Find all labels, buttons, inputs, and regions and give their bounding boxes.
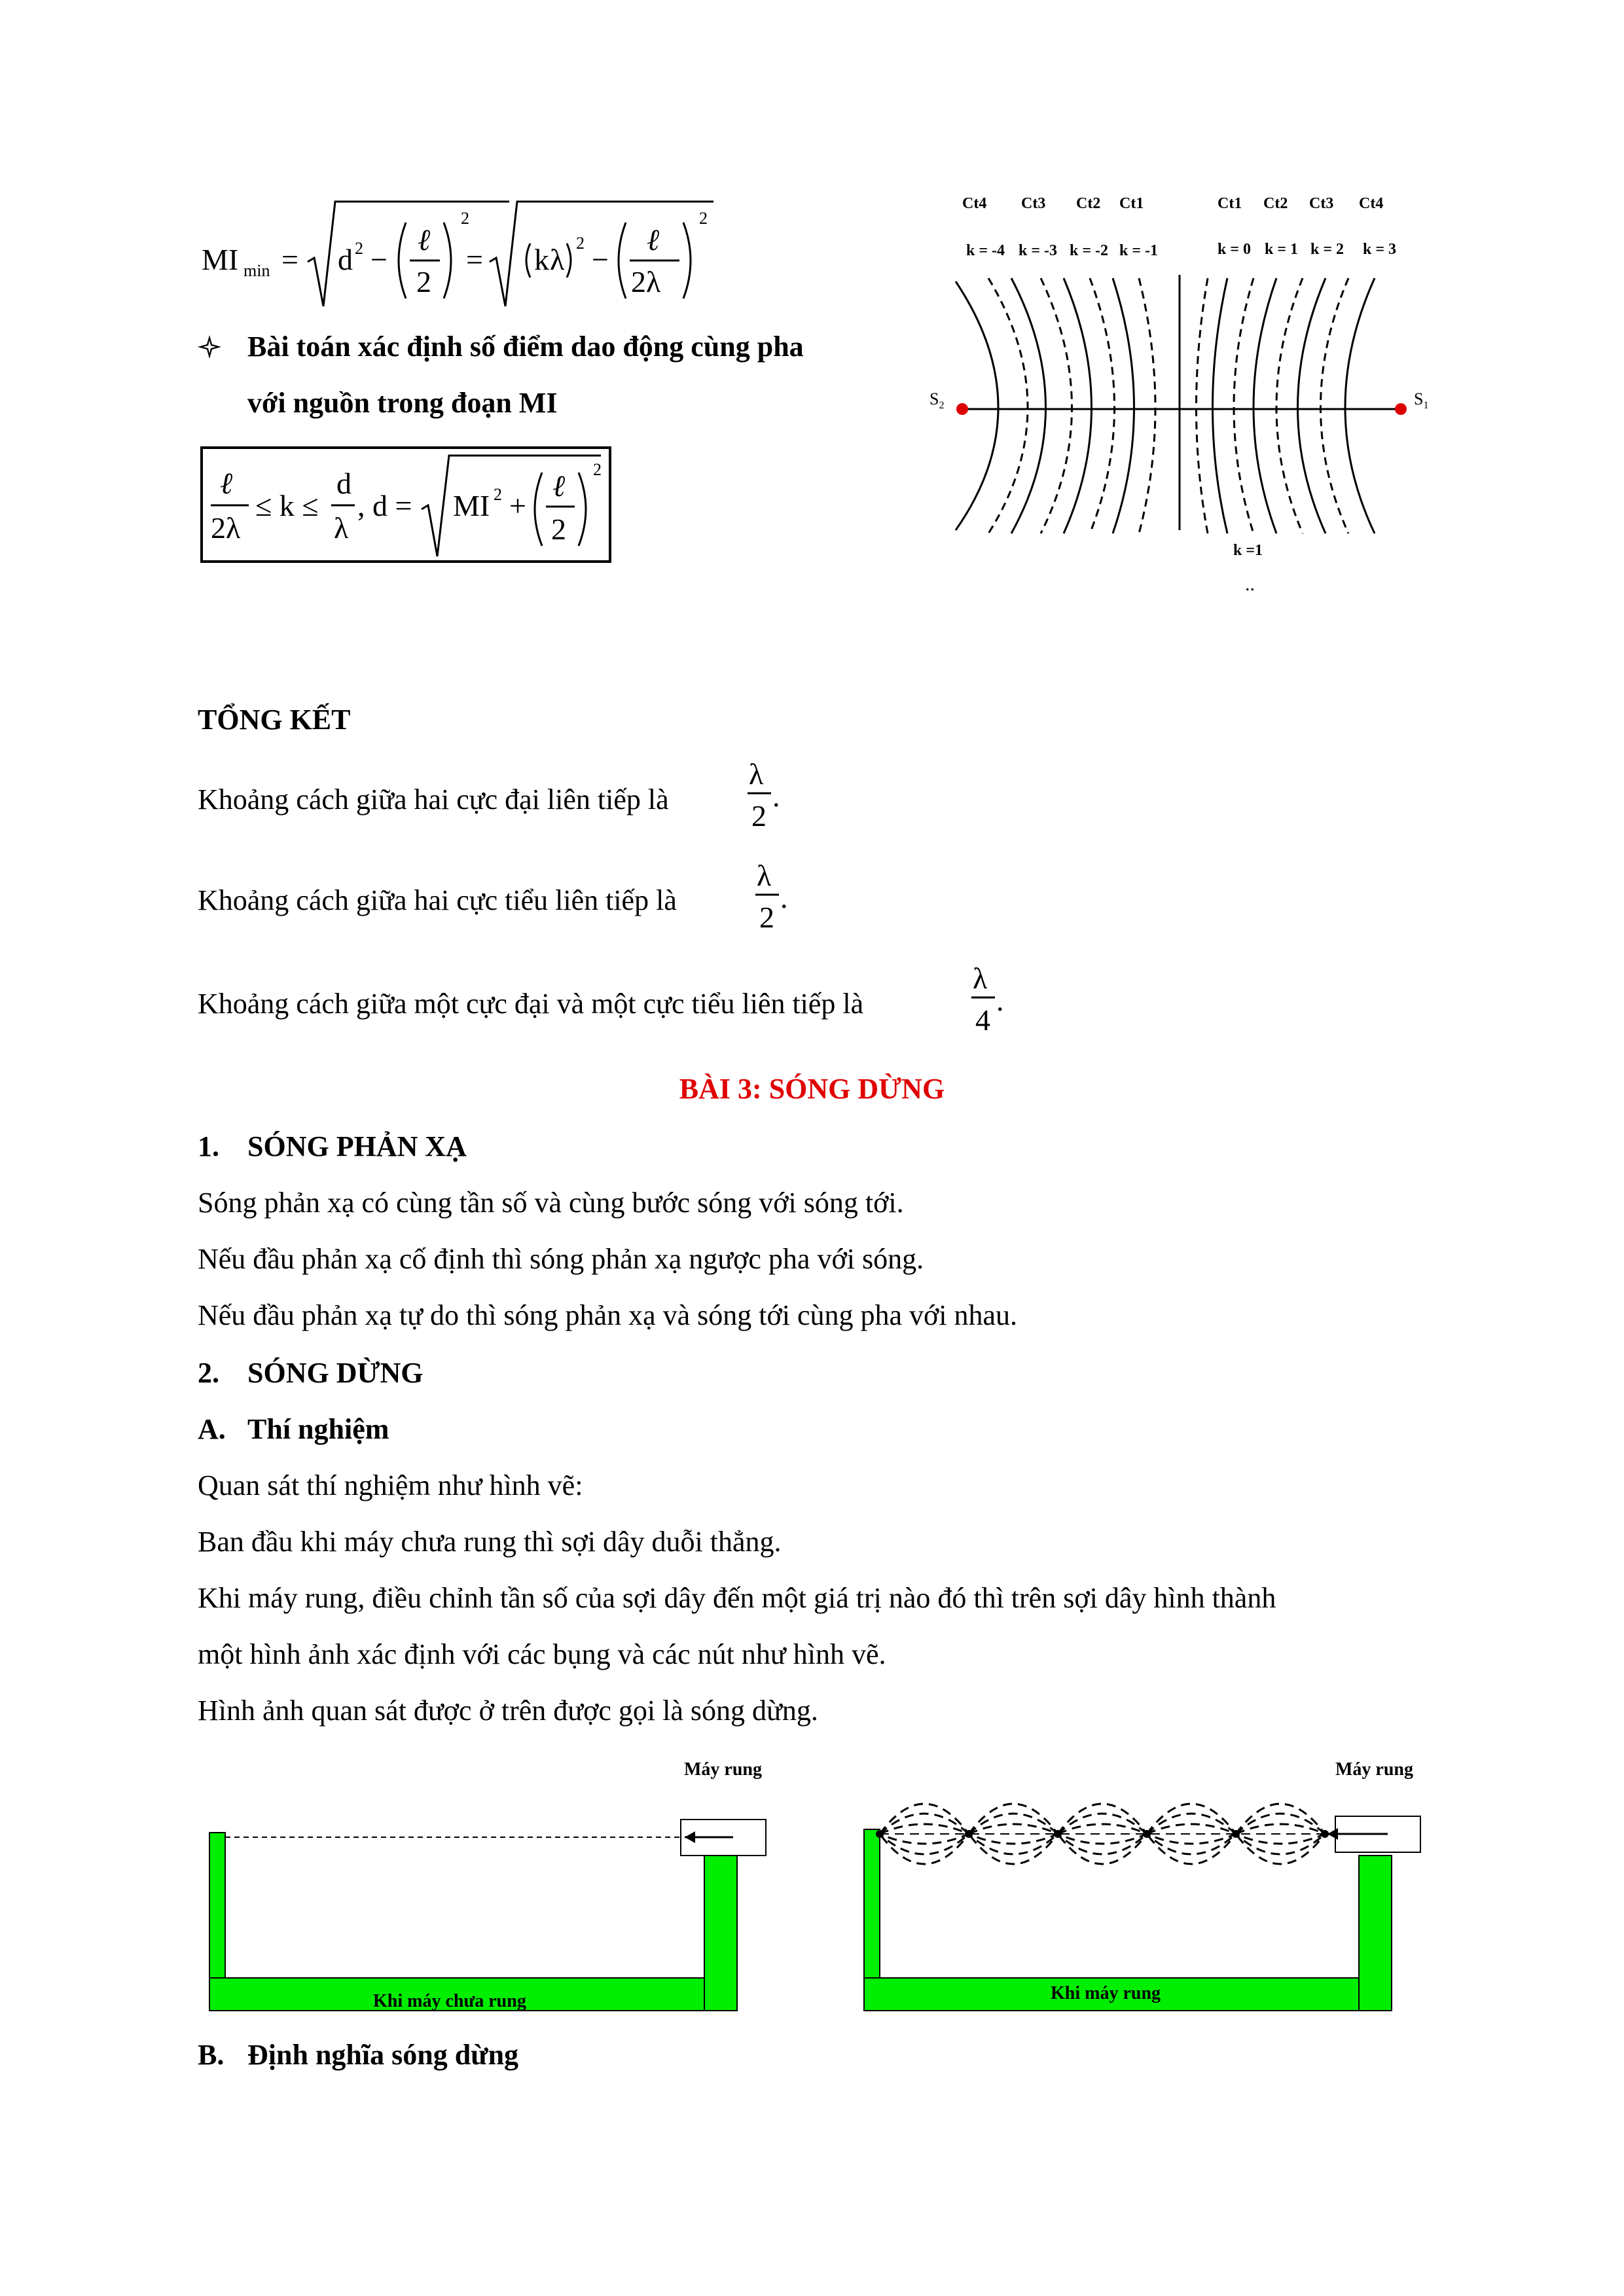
formula-d: d: [336, 467, 352, 500]
caption-before: Khi máy chưa rung: [373, 1991, 526, 2011]
k-right-1: k = 1: [1265, 241, 1299, 258]
formula-minus: −: [592, 243, 609, 276]
formula-sq: 2: [593, 460, 602, 479]
ct-right-4: Ct4: [1359, 195, 1384, 212]
fraction-lambda-over-2: [753, 854, 792, 939]
formula-sq: 2: [576, 234, 585, 253]
wave-node: [965, 1830, 973, 1838]
bullet-line-2: với nguồn trong đoạn MI: [247, 387, 558, 419]
ct-left-1: Ct1: [1119, 195, 1144, 212]
paragraph: Nếu đầu phản xạ tự do thì sóng phản xạ và sóng tới cùng pha với nhau.: [198, 1299, 1018, 1331]
formula-eq: =: [281, 243, 298, 276]
formula-k: k: [534, 243, 549, 276]
formula-mi: MI: [453, 489, 490, 522]
fraction-lambda-over-4: [969, 957, 1008, 1042]
formula-boxed-k-range: [200, 446, 619, 565]
interference-figure: [916, 190, 1453, 609]
k-left-4: k = -4: [966, 242, 1005, 259]
source-s2: [956, 403, 968, 415]
subsection-a-num: A.: [198, 1413, 226, 1445]
formula-sq: 2: [355, 239, 363, 258]
wave-node: [876, 1830, 884, 1838]
subsection-a-title: Thí nghiệm: [247, 1413, 389, 1445]
formula-ell: ℓ: [552, 469, 566, 503]
fraction-num: λ: [749, 757, 764, 791]
paragraph: Nếu đầu phản xạ cố định thì sóng phản xạ ngược pha với sóng.: [198, 1243, 924, 1275]
experiment-before-figure: [196, 1754, 799, 2029]
formula-lhs: MI: [202, 243, 239, 276]
formula-lambda: λ: [550, 243, 565, 276]
formula-d: d: [338, 243, 353, 276]
s2-label: $S_2$: [929, 389, 945, 411]
formula-ell: ℓ: [220, 467, 233, 500]
fraction-num: λ: [973, 961, 988, 995]
period: .: [772, 780, 780, 813]
diamond-bullet-icon: [196, 334, 223, 360]
left-hyperbola: [988, 278, 1028, 533]
wave-node: [1054, 1830, 1062, 1838]
formula-lhs-sub: min: [244, 261, 270, 280]
formula-two-lambda: 2λ: [211, 511, 241, 545]
k-right-2: k = 2: [1310, 241, 1344, 258]
caption-after: Khi máy rung: [1051, 1983, 1161, 2003]
formula-lambda: λ: [334, 511, 349, 545]
section-1-num: 1.: [198, 1130, 219, 1162]
paragraph: một hình ảnh xác định với các bụng và các nút như hình vẽ.: [198, 1638, 886, 1670]
formula-two: 2: [416, 265, 431, 298]
k-left-2: k = -2: [1070, 242, 1109, 259]
figure-dots: ..: [1245, 573, 1255, 595]
subsection-b-title: Định nghĩa sóng dừng: [247, 2039, 519, 2071]
formula-two: 2: [551, 512, 566, 546]
k-right-0: k = 0: [1218, 241, 1252, 258]
right-hyperbola: [1234, 278, 1254, 533]
left-hyperbola: [1113, 278, 1134, 533]
summary-line-3: Khoảng cách giữa một cực đại và một cực tiểu liên tiếp là: [198, 988, 864, 1020]
left-hyperbola: [1064, 278, 1092, 533]
fraction-lambda-over-2: [745, 753, 784, 838]
s1-label: $S_1$: [1414, 389, 1429, 411]
formula-ell: ℓ: [647, 223, 660, 257]
paragraph: Khi máy rung, điều chỉnh tần số của sợi dây đến một giá trị nào đó thì trên sợi dây hình thành: [198, 1582, 1276, 1614]
vibrator-label: Máy rung: [1335, 1759, 1413, 1780]
wave-loop: [1058, 1824, 1147, 1844]
ct-right-3: Ct3: [1309, 195, 1334, 212]
fraction-den: 4: [975, 1003, 990, 1037]
wave-loop: [1147, 1824, 1236, 1844]
formula-two-lambda: 2λ: [631, 265, 661, 298]
period: .: [780, 881, 788, 914]
formula-sq: 2: [494, 485, 502, 504]
period: .: [996, 984, 1004, 1017]
k-bottom: k =1: [1233, 542, 1263, 559]
formula-ell: ℓ: [418, 223, 431, 257]
k-left-1: k = -1: [1119, 242, 1159, 259]
left-hyperbola: [1139, 278, 1155, 533]
fraction-den: 2: [751, 799, 767, 833]
ct-right-1: Ct1: [1218, 195, 1242, 212]
fraction-den: 2: [759, 901, 774, 934]
right-post: [1359, 1856, 1392, 2011]
section-1-title: SÓNG PHẢN XẠ: [247, 1130, 467, 1162]
right-hyperbola: [1213, 278, 1228, 533]
right-hyperbola: [1345, 278, 1375, 533]
bullet-line-1: Bài toán xác định số điểm dao động cùng pha: [247, 331, 804, 363]
right-post: [704, 1856, 737, 2011]
k-left-3: k = -3: [1019, 242, 1058, 259]
paragraph: Ban đầu khi máy chưa rung thì sợi dây duỗi thẳng.: [198, 1526, 782, 1558]
paragraph: Hình ảnh quan sát được ở trên được gọi là sóng dừng.: [198, 1695, 818, 1727]
ct-right-2: Ct2: [1263, 195, 1288, 212]
summary-line-2: Khoảng cách giữa hai cực tiểu liên tiếp là: [198, 884, 677, 916]
formula-mi-min: [196, 196, 720, 314]
formula-minus: −: [370, 243, 388, 276]
k-right-3: k = 3: [1363, 241, 1397, 258]
right-hyperbola: [1197, 278, 1208, 533]
lesson-title: BÀI 3: SÓNG DỪNG: [679, 1073, 945, 1105]
paragraph: Quan sát thí nghiệm như hình vẽ:: [198, 1469, 583, 1501]
subsection-b-num: B.: [198, 2039, 225, 2071]
paragraph: Sóng phản xạ có cùng tần số và cùng bước sóng với sóng tới.: [198, 1187, 904, 1219]
fraction-num: λ: [757, 859, 772, 892]
right-hyperbola: [1254, 278, 1276, 533]
summary-heading: TỔNG KẾT: [198, 704, 351, 736]
summary-line-1: Khoảng cách giữa hai cực đại liên tiếp là: [198, 783, 669, 816]
formula-plus: +: [509, 489, 526, 522]
formula-comma-d-eq: , d =: [357, 489, 412, 522]
formula-le-k-le: ≤ k ≤: [255, 489, 319, 522]
ct-left-2: Ct2: [1076, 195, 1101, 212]
source-s1: [1395, 403, 1407, 415]
section-2-num: 2.: [198, 1357, 219, 1389]
vibrator-label: Máy rung: [684, 1759, 762, 1780]
section-2-title: SÓNG DỪNG: [247, 1357, 424, 1389]
wave-node: [1143, 1830, 1151, 1838]
ct-left-3: Ct3: [1021, 195, 1046, 212]
ct-left-4: Ct4: [962, 195, 987, 212]
formula-eq: =: [466, 243, 483, 276]
wave-loop: [969, 1824, 1058, 1844]
formula-sq: 2: [461, 209, 469, 228]
formula-sq: 2: [699, 209, 708, 228]
wave-node: [1232, 1830, 1240, 1838]
left-hyperbola: [1090, 278, 1115, 533]
